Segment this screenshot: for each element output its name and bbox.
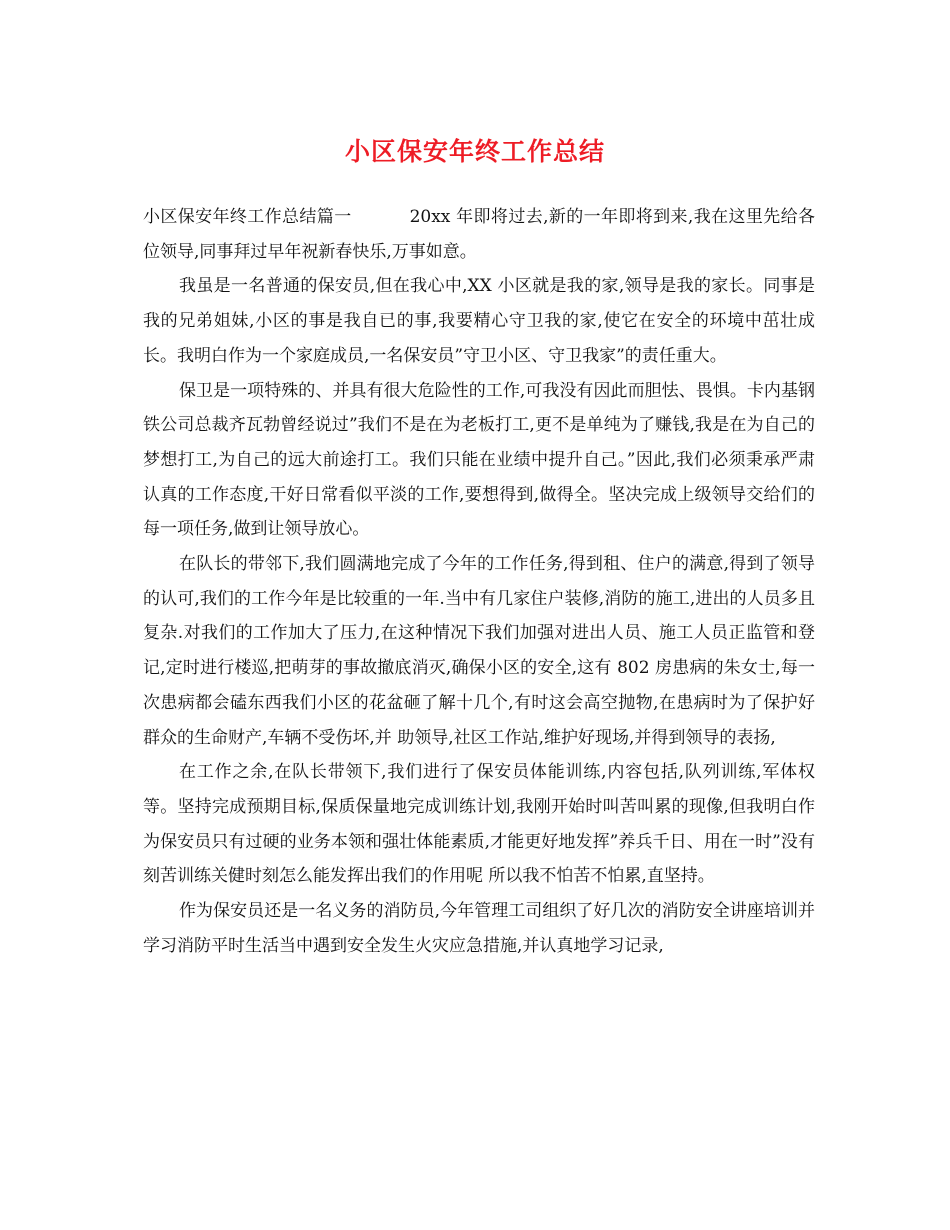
paragraph: 作为保安员还是一名义务的消防员,今年管理工司组织了好几次的消防安全讲座培训并学习消防平时生活当中遇到安全发生火灾应急措施,并认真地学习记录, <box>143 901 815 956</box>
paragraph: 在队长的带邻下,我们圆满地完成了今年的工作任务,得到租、住户的满意,得到了领导的认可,我们的工作今年是比较重的一年.当中有几家住户装修,消防的施工,进出的人员多且复杂.对我们的工作加大了压力,在这种情况下我们加强对进出人员、施工人员正监管和登记,定时进行楼巡,把萌芽的事故撤底消灭,确保小区的安全,这有 802 房患病的朱女士,每一次患病都会磕东西我们小区的花盆砸了解十几个,有时这会高空抛物,在患病时为了保护好群众的生命财产,车辆不受伤坏,并 助领导,社区工作站,维护好现场,并得到领导的表扬, <box>143 554 815 748</box>
intro-text: 20xx 年即将过去,新的一年即将到来,我在这里先给各位领导,同事拜过早年祝新春快乐,万事如意。 <box>143 207 815 262</box>
intro-paragraph <box>143 200 815 269</box>
paragraph: 我虽是一名普通的保安员,但在我心中,XX 小区就是我的家,领导是我的家长。同事是我的兄弟姐妹,小区的事是我自已的事,我要精心守卫我的家,使它在安全的环境中茁壮成长。我明白作为一个家庭成员,一名保安员”守卫小区、守卫我家”的责任重大。 <box>143 276 815 366</box>
document-body <box>143 200 815 963</box>
paragraph: 在工作之余,在队长带领下,我们进行了保安员体能训练,内容包括,队列训练,军体权等。坚持完成预期目标,保质保量地完成训练计划,我刚开始时叫苦叫累的现像,但我明白作为保安员只有过硬的业务本领和强壮体能素质,才能更好地发挥”养兵千日、用在一时”没有刻苦训练关健时刻怎么能发挥出我们的作用呢 所以我不怕苦不怕累,直坚持。 <box>143 762 815 887</box>
intro-heading: 小区保安年终工作总结篇一 <box>143 207 352 227</box>
document-title: 小区保安年终工作总结 <box>344 137 605 166</box>
paragraph: 保卫是一项特殊的、并具有很大危险性的工作,可我没有因此而胆怯、畏惧。卡内基钢铁公司总裁齐瓦勃曾经说过”我们不是在为老板打工,更不是单纯为了赚钱,我是在为自己的梦想打工,为自己的远大前途打工。我们只能在业绩中提升自己。”因此,我们必须秉承严肃认真的工作态度,干好日常看似平淡的工作,要想得到,做得全。坚决完成上级领导交给们的每一项任务,做到让领导放心。 <box>143 380 815 540</box>
